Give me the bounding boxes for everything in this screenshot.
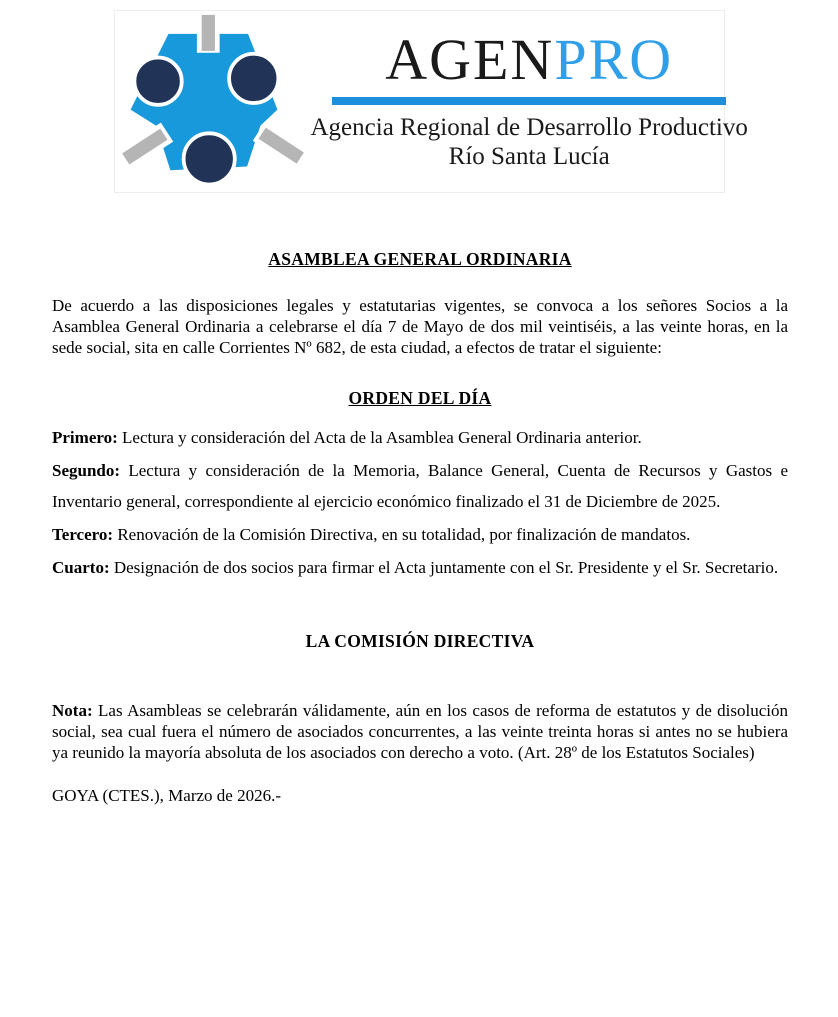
- brand-name: [385, 29, 673, 91]
- note-paragraph: [52, 700, 788, 763]
- agenda-item-tercero-label: Tercero:: [52, 525, 114, 545]
- place-date-line: GOYA (CTES.), Marzo de 2026.-: [52, 786, 281, 806]
- gear-logo-icon: [115, 13, 311, 193]
- brand-divider-rule: [332, 97, 726, 105]
- brand-tagline: [311, 113, 748, 171]
- brand-name-black: AGEN: [385, 27, 555, 92]
- closing-signature: LA COMISIÓN DIRECTIVA: [305, 631, 535, 652]
- agenda-item-cuarto-label: Cuarto:: [52, 558, 110, 578]
- agenda-item-cuarto: [52, 552, 788, 583]
- agenda-item-primero-text: Lectura y consideración del Acta de la Asamblea General Ordinaria anterior.: [122, 428, 642, 448]
- logo-header: [114, 10, 748, 193]
- agenda-title: ORDEN DEL DÍA: [348, 388, 492, 409]
- agenda-item-primero-label: Primero:: [52, 428, 118, 448]
- logo-mark: [115, 11, 311, 192]
- brand-tagline-line2: Río Santa Lucía: [448, 143, 610, 170]
- agenda-item-segundo-label: Segundo:: [52, 461, 121, 481]
- agenda-list: [52, 422, 788, 583]
- agenda-item-segundo: [52, 455, 788, 517]
- logo-text-block: [311, 11, 758, 192]
- agenda-item-tercero: [52, 519, 788, 550]
- note-text: Las Asambleas se celebrarán válidamente, aún en los casos de reforma de estatutos y de disolución social, sea cual fuera el número de asociados concurrentes, a las veinte treinta horas si antes no se hubiera ya reunido la mayoría absoluta de los asociados con derecho a voto. (Art. 28º de los Estatutos Sociales): [52, 701, 788, 763]
- agenda-item-segundo-text: Lectura y consideración de la Memoria, Balance General, Cuenta de Recursos y Gastos e Inventario general, correspondiente al ejercicio económico finalizado el 31 de Diciembre de 2025.: [52, 461, 789, 512]
- assembly-title: ASAMBLEA GENERAL ORDINARIA: [268, 249, 572, 269]
- agenda-item-cuarto-text: Designación de dos socios para firmar el Acta juntamente con el Sr. Presidente y el Sr. Secretario.: [113, 558, 779, 578]
- agenda-item-primero: [52, 422, 788, 453]
- note-label: Nota:: [52, 701, 93, 721]
- intro-paragraph: De acuerdo a las disposiciones legales y estatutarias vigentes, se convoca a los señores Socios a la Asamblea General Ordinaria a celebrarse el día 7 de Mayo de dos mil veintiséis, a las veinte horas, en la sede social, sita en calle Corrientes Nº 682, de esta ciudad, a efectos de tratar el siguiente:: [52, 296, 788, 357]
- agenda-item-tercero-text: Renovación de la Comisión Directiva, en su totalidad, por finalización de mandatos.: [117, 525, 691, 545]
- document-body: [0, 249, 838, 806]
- brand-name-blue: PRO: [554, 27, 674, 92]
- brand-tagline-line1: Agencia Regional de Desarrollo Productivo: [310, 114, 748, 141]
